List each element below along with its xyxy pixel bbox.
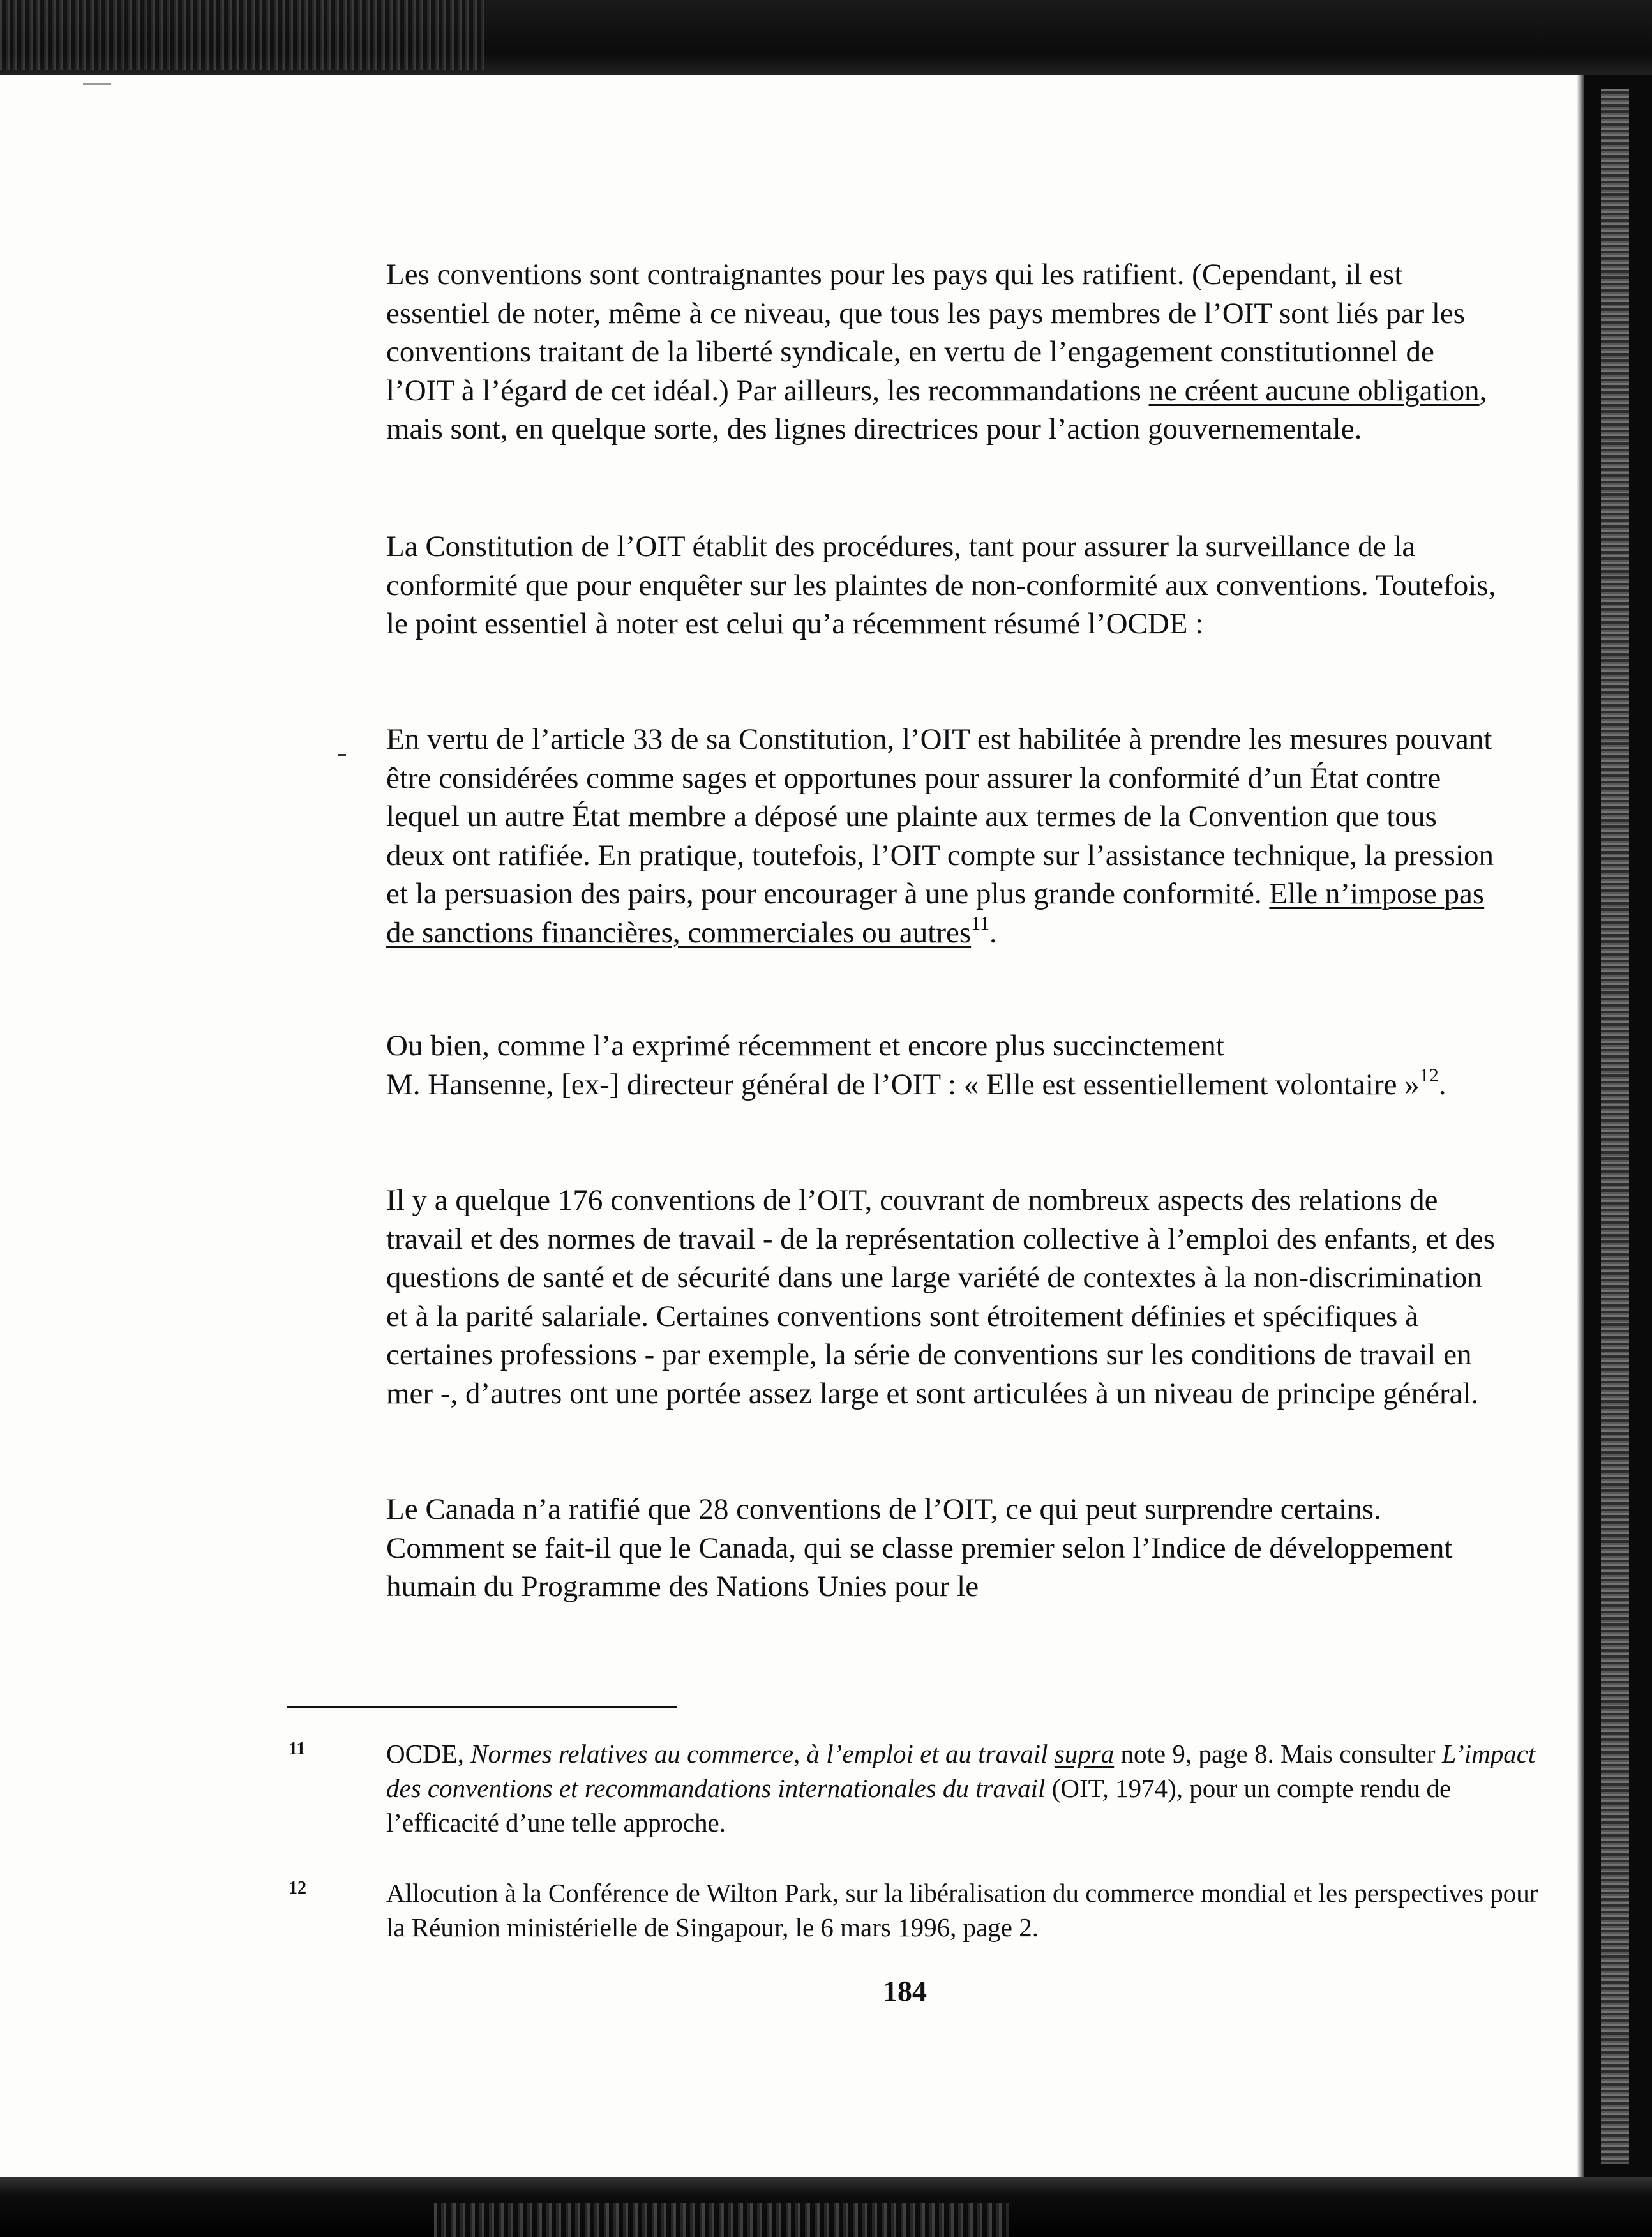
paragraph-6: Le Canada n’a ratifié que 28 conventions de l’OIT, ce qui peut surprendre certains. Comment se fait-il que le Canada, qui se classe premier selon l’Indice de développement humain du Programme des Nations Unies pour le (386, 1493, 1453, 1603)
footnote-11-title: Normes relatives au commerce, à l’emploi et au travail (470, 1739, 1055, 1768)
footnote-ref-12[interactable]: 12 (1419, 1064, 1439, 1086)
paragraph-1 (386, 255, 1497, 449)
footnote-11-number: 11 (289, 1739, 306, 1759)
footnote-ref-11[interactable]: 11 (971, 912, 990, 934)
edge-mark (83, 83, 111, 85)
footnote-separator (287, 1706, 677, 1708)
quote-text: En vertu de l’article 33 de sa Constitution, l’OIT est habilitée à prendre les mesures pouvant être considérées comme sages et opportunes pour assurer la conformité d’un État contre lequel un autre État membre a déposé une plainte aux termes de la Convention que tous deux ont ratifiée. En pratique, toutefois, l’OIT compte sur l’assistance technique, la pression et la persuasion des pairs, pour encourager à une plus grande conformité. (386, 723, 1494, 910)
paragraph-2: La Constitution de l’OIT établit des procédures, tant pour assurer la surveillance de la conformité que pour enquêter sur les plaintes de non-conformité aux conventions. Toutefois, le point essentiel à noter est celui qu’a récemment résumé l’OCDE : (386, 530, 1496, 640)
paragraph-4-line1: Ou bien, comme l’a exprimé récemment et encore plus succinctement (386, 1029, 1224, 1062)
page-number: 184 (883, 1975, 927, 2007)
footnote-12-number: 12 (289, 1878, 306, 1898)
paragraph-1-end: , mais sont, en quelque sorte, des lignes directrices pour l’action gouvernementale. (386, 373, 1487, 446)
footnote-11-text-2: note 9, page 8. Mais consulter (1114, 1739, 1442, 1768)
book-binding (1601, 89, 1629, 2164)
quote-underlined: Elle n’impose pas de sanctions financières, commerciales ou autres (386, 877, 1485, 949)
footnote-11-text: OCDE, (386, 1739, 471, 1768)
page-spine-edge (1577, 75, 1584, 2182)
paragraph-4-text: M. Hansenne, [ex-] directeur général de l’OIT : « Elle est essentiellement volontaire » (386, 1067, 1420, 1101)
paragraph-1-text: Les conventions sont contraignantes pour les pays qui les ratifient. (Cependant, il est essentiel de noter, même à ce niveau, que tous les pays membres de l’OIT sont liés par les conventions traitant de la liberté syndicale, en vertu de l’engagement constitutionnel de l’OIT à l’égard de cet idéal.) Par ailleurs, les recommandations (386, 258, 1466, 407)
footnote-12: Allocution à la Conférence de Wilton Park, sur la libéralisation du commerce mondial et les perspectives pour la Réunion ministérielle de Singapour, le 6 mars 1996, page 2. (386, 1878, 1538, 1942)
scan-noise-bottom (434, 2203, 1009, 2237)
footnote-11-supra: supra (1054, 1739, 1115, 1768)
paragraph-1-underlined: ne créent aucune obligation (1148, 373, 1480, 407)
footnote-11 (386, 1736, 1554, 1840)
paragraph-4 (386, 1027, 1497, 1104)
quote-end: . (989, 915, 997, 949)
paragraph-5: Il y a quelque 176 conventions de l’OIT, couvrant de nombreux aspects des relations de travail et des normes de travail - de la représentation collective à l’emploi des enfants, et des questions de santé et de sécurité dans une large variété de contextes à la non-discrimination et à la parité salariale. Certaines conventions sont étroitement définies et spécifiques à certaines professions - par exemple, la série de conventions sur les conditions de travail en mer -, d’autres ont une portée assez large et sont articulées à un niveau de principe général. (386, 1184, 1496, 1410)
footnote-11-title-2: L’impact des conventions et recommandations internationales du travail (386, 1739, 1536, 1803)
paragraph-4-end: . (1438, 1067, 1446, 1101)
footnote-11-text-3: (OIT, 1974), pour un compte rendu de l’efficacité d’une telle approche. (386, 1774, 1452, 1837)
scan-noise-top (0, 0, 485, 70)
margin-mark (338, 754, 346, 756)
paragraph-3-quote (386, 720, 1497, 952)
